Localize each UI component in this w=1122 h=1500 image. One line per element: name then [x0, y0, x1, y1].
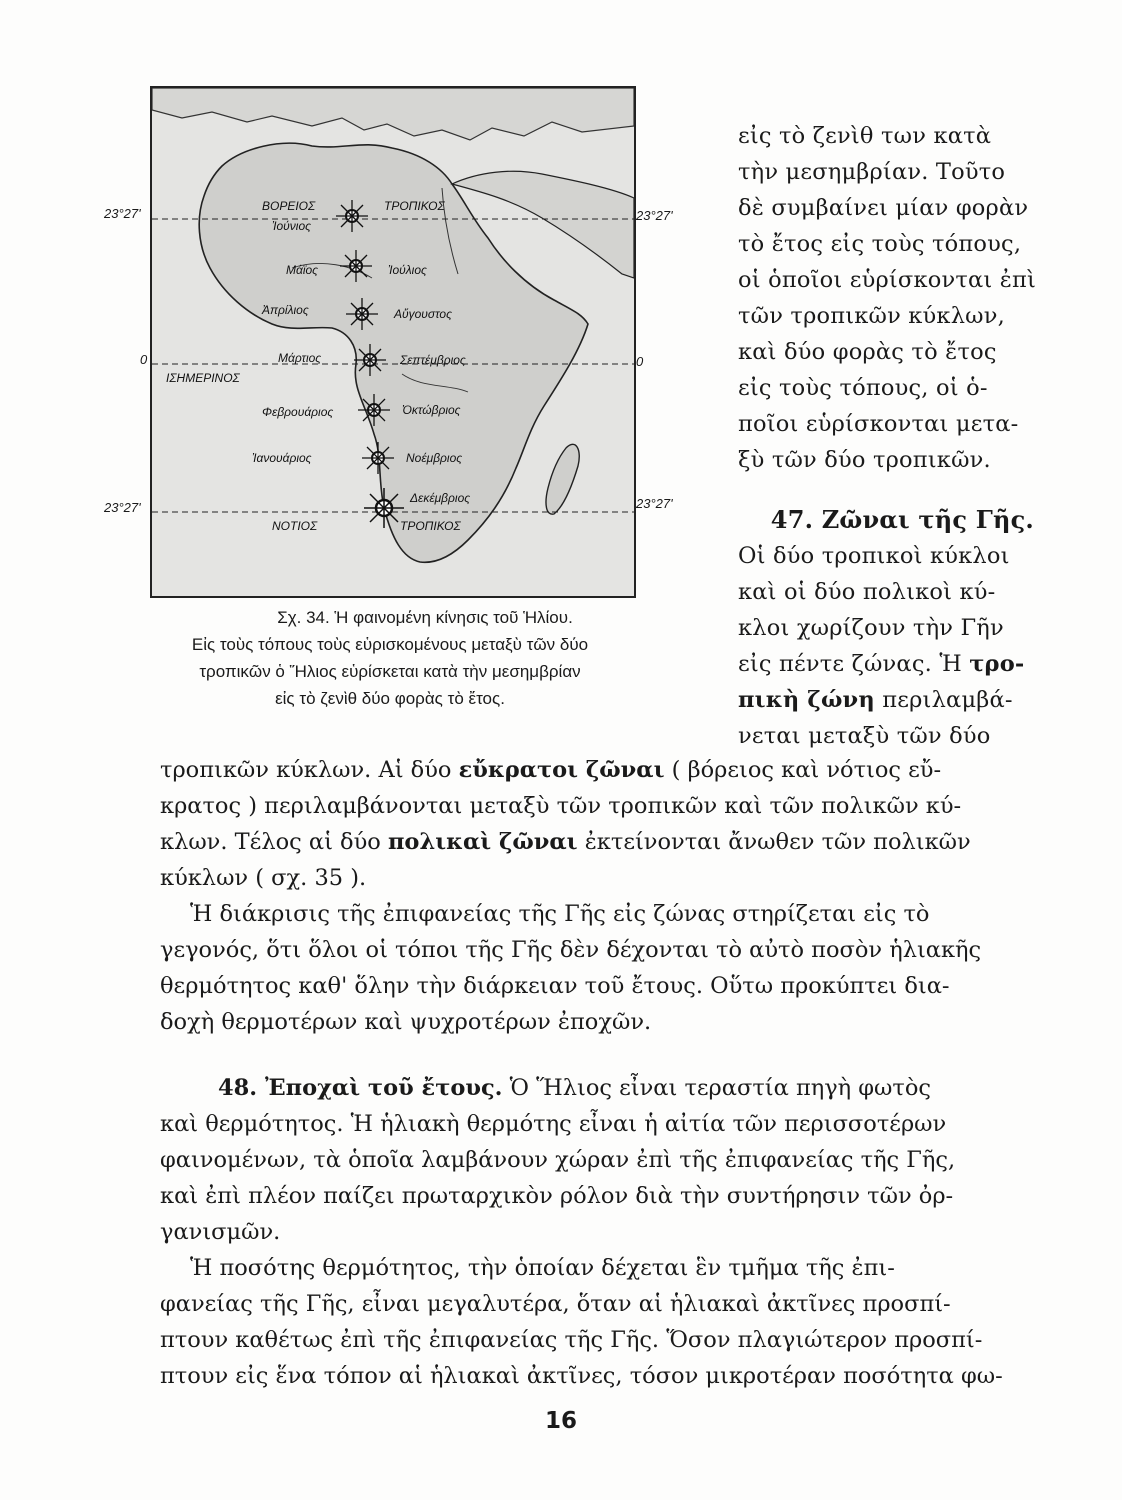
text-fragment: κλων. Τέλος αἱ δύο [160, 829, 388, 855]
text-line: θερμότητος καθ' ὅλην τὴν διάρκειαν τοῦ ἔτους. Οὕτω προκύπτει δια- [160, 973, 950, 999]
sun-motion-map [150, 86, 636, 598]
text-line: τὴν μεσημβρίαν. Τοῦτο [738, 159, 1006, 185]
text-line: καὶ ἐπὶ πλέον παίζει πρωταρχικὸν ρόλον διὰ τὴν συντήρησιν τῶν ὀρ- [160, 1183, 954, 1209]
text-fragment: ( βόρειος καὶ νότιος εὔ- [664, 757, 942, 783]
lat-left-north: 23°27' [104, 206, 141, 221]
text-line: δοχὴ θερμοτέρων καὶ ψυχροτέρων ἐποχῶν. [160, 1009, 652, 1035]
text-line: κλοι χωρίζουν τὴν Γῆν [738, 615, 1004, 641]
month-label-september: Σεπτέμβριος [400, 353, 466, 367]
text-fragment: ἐκτείνονται ἄνωθεν τῶν πολικῶν [577, 829, 971, 855]
south-tropic-label-1: ΝΟΤΙΟΣ [272, 519, 318, 533]
text-line: ποῖοι εὑρίσκονται μετα- [738, 411, 1019, 437]
text-line: Οἱ δύο τροπικοὶ κύκλοι [738, 543, 1010, 569]
page-number: 16 [544, 1408, 577, 1434]
sun-marker-december [364, 488, 404, 528]
text-line: φανείας τῆς Γῆς, εἶναι μεγαλυτέρα, ὅταν αἱ ἡλιακαὶ ἀκτῖνες προσπί- [160, 1291, 951, 1317]
text-line: πτουν εἰς ἕνα τόπον αἱ ἡλιακαὶ ἀκτῖνες, τόσον μικροτέραν ποσότητα φω- [160, 1363, 1003, 1389]
text-fragment: εἰς πέντε ζώνας. Ἡ [738, 651, 970, 677]
month-label-november: Νοέμβριος [406, 451, 463, 465]
lat-left-south: 23°27' [104, 500, 141, 515]
text-line: καὶ δύο φορὰς τὸ ἔτος [738, 339, 997, 365]
text-line: εἰς τὸ ζενὶθ των κατὰ [738, 123, 992, 149]
month-label-april: Ἀπρίλιος [262, 303, 309, 317]
text-fragment: περιλαμβά- [874, 687, 1013, 713]
text-line: τὸ ἔτος εἰς τοὺς τόπους, [738, 231, 1022, 257]
text-line: φαινομένων, τὰ ὁποῖα λαμβάνουν χώραν ἐπὶ τῆς ἐπιφανείας τῆς Γῆς, [160, 1147, 956, 1173]
text-fragment: τροπικῶν κύκλων. Αἱ δύο [160, 757, 459, 783]
caption-line: Εἰς τοὺς τόπους τοὺς εὑρισκομένους μεταξὺ τῶν δύο [191, 635, 589, 654]
month-label-july: Ἰούλιος [388, 263, 427, 277]
africa-map-svg [152, 88, 634, 596]
right-column-text [738, 118, 1038, 754]
lat-right-north: 23°27' [636, 208, 673, 223]
text-line: καὶ οἱ δύο πολικοὶ κύ- [738, 579, 996, 605]
bold-term: εὔκρατοι ζῶναι [458, 757, 665, 783]
figure-caption [80, 604, 700, 712]
bold-term: πικὴ ζώνη [738, 687, 875, 713]
text-line: τῶν τροπικῶν κύκλων, [738, 303, 1005, 329]
main-body-text [160, 752, 1032, 1394]
north-tropic-label-1: ΒΟΡΕΙΟΣ [262, 199, 316, 213]
caption-line: τροπικῶν ὁ Ἥλιος εὑρίσκεται κατὰ τὴν μεσημβρίαν [199, 662, 581, 681]
text-line: γεγονός, ὅτι ὅλοι οἱ τόποι τῆς Γῆς δὲν δέχονται τὸ αὐτὸ ποσὸν ἡλιακῆς [160, 937, 982, 963]
text-line: γανισμῶν. [160, 1219, 281, 1245]
text-line: κρατος ) περιλαμβάνονται μεταξὺ τῶν τροπικῶν καὶ τῶν πολικῶν κύ- [160, 793, 962, 819]
month-label-october: Ὀκτώβριος [402, 403, 461, 417]
text-line: Ἡ διάκρισις τῆς ἐπιφανείας τῆς Γῆς εἰς ζώνας στηρίζεται εἰς τὸ [190, 901, 930, 927]
text-line [160, 824, 1032, 860]
month-label-january: Ἰανουάριος [252, 451, 312, 465]
month-label-may: Μάϊος [286, 263, 319, 277]
text-line: καὶ θερμότητος. Ἡ ἡλιακὴ θερμότης εἶναι ἡ αἰτία τῶν περισσοτέρων [160, 1111, 947, 1137]
text-line: ξὺ τῶν δύο τροπικῶν. [738, 447, 991, 473]
lat-left-equator: 0 [140, 352, 148, 367]
text-line [160, 752, 1032, 788]
text-fragment: Ὁ Ἥλιος εἶναι τεραστία πηγὴ φωτὸς [502, 1075, 931, 1101]
section-47-heading: 47. Ζῶναι τῆς Γῆς. [770, 505, 1034, 534]
text-line [160, 1070, 1032, 1106]
text-line [738, 682, 1038, 718]
text-line: οἱ ὁποῖοι εὑρίσκονται ἐπὶ [738, 267, 1037, 293]
south-tropic-label-2: ΤΡΟΠΙΚΟΣ [400, 519, 461, 533]
bold-term: τρο- [969, 651, 1025, 677]
month-label-june: Ἰούνιος [272, 219, 311, 233]
text-line: εἰς τοὺς τόπους, οἱ ὁ- [738, 375, 988, 401]
lat-right-south: 23°27' [636, 496, 673, 511]
equator-label: ΙΣΗΜΕΡΙΝΟΣ [166, 371, 240, 385]
caption-line: Σχ. 34. Ἡ φαινομένη κίνησις τοῦ Ἡλίου. [277, 608, 573, 627]
month-label-august: Αὔγουστος [394, 307, 452, 321]
text-line [738, 646, 1038, 682]
text-line: πτουν καθέτως ἐπὶ τῆς ἐπιφανείας τῆς Γῆς. Ὅσον πλαγιώτερον προσπί- [160, 1327, 983, 1353]
bold-term: πολικαὶ ζῶναι [387, 829, 578, 855]
text-line: Ἡ ποσότης θερμότητος, τὴν ὁποίαν δέχεται ἓν τμῆμα τῆς ἐπι- [190, 1255, 895, 1281]
caption-line: εἰς τὸ ζενὶθ δύο φορὰς τὸ ἔτος. [275, 689, 505, 708]
text-line: δὲ συμβαίνει μίαν φορὰν [738, 195, 1029, 221]
lat-right-equator: 0 [636, 354, 644, 369]
month-label-december: Δεκέμβριος [410, 491, 471, 505]
month-label-february: Φεβρουάριος [262, 405, 334, 419]
month-label-march: Μάρτιος [278, 351, 322, 365]
section-48-heading: 48. Ἐποχαὶ τοῦ ἔτους. [218, 1075, 503, 1101]
text-line: νεται μεταξὺ τῶν δύο [738, 723, 991, 749]
north-tropic-label-2: ΤΡΟΠΙΚΟΣ [384, 199, 445, 213]
text-line: κύκλων ( σχ. 35 ). [160, 865, 367, 891]
